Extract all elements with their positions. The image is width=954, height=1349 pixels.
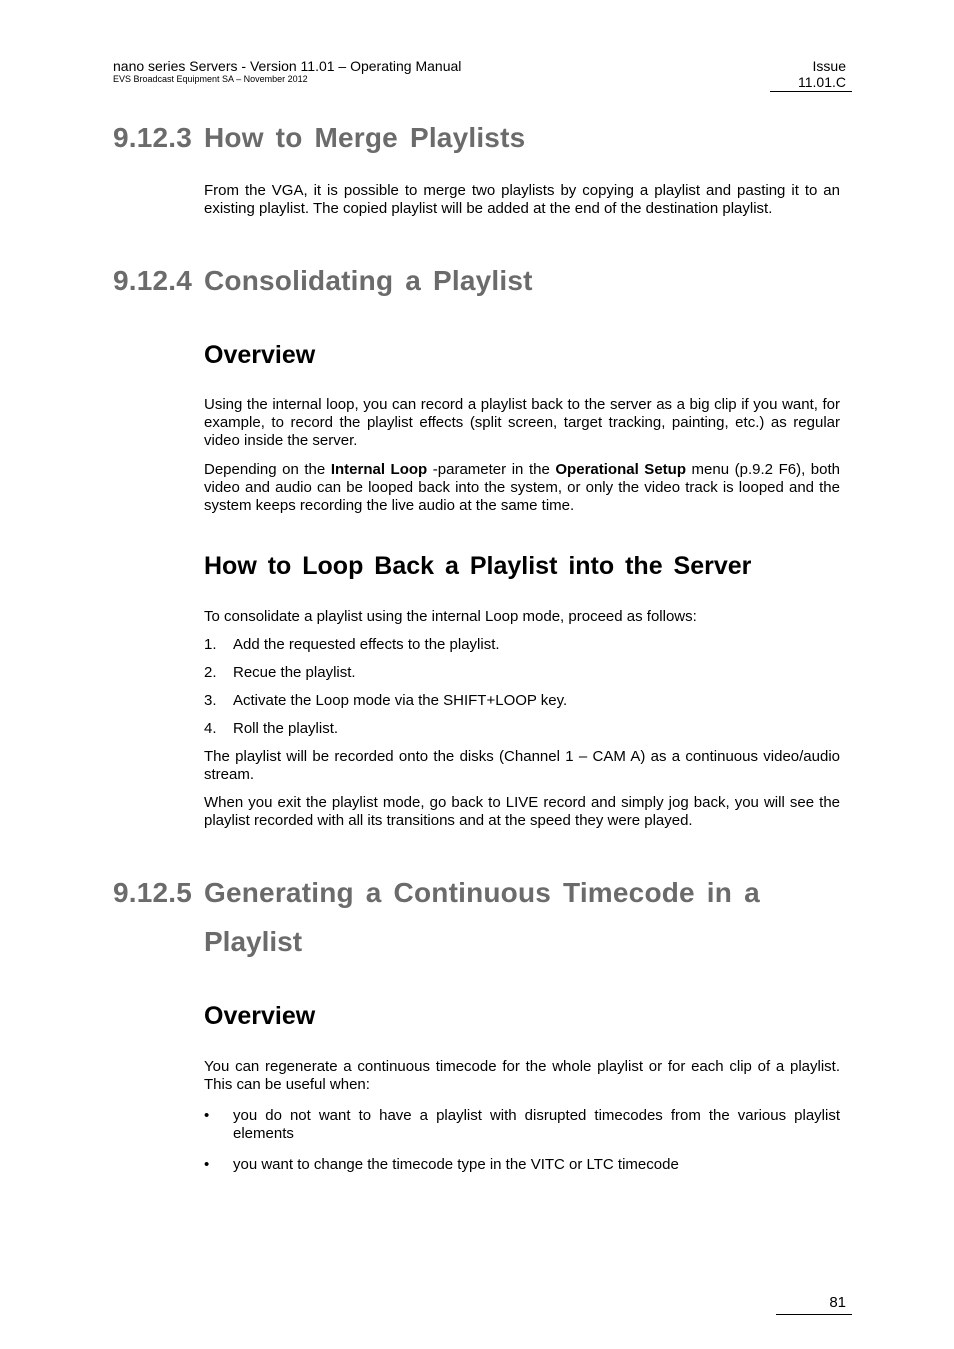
text-run: -parameter in the — [427, 461, 556, 478]
operational-setup-term: Operational Setup — [555, 461, 686, 478]
section-heading-merge — [113, 114, 525, 162]
list-text: Roll the playlist. — [233, 720, 339, 737]
section-number: 9.12.5 — [113, 877, 193, 908]
header-subtitle: EVS Broadcast Equipment SA – November 2012 — [113, 74, 308, 84]
list-number: 2. — [204, 664, 217, 681]
section-title: Consolidating a Playlist — [204, 265, 533, 296]
list-text: Recue the playlist. — [233, 664, 356, 681]
header-title: nano series Servers - Version 11.01 – Operating Manual — [113, 58, 462, 74]
bullet-icon: • — [204, 1156, 210, 1173]
text-run: menu (p.9.2 F6), both video and audio can be looped back into the system, or only the video track is looped and the system keeps recording the live audio at the same time. — [204, 461, 841, 514]
result-paragraph-1: The playlist will be recorded onto the disks (Channel 1 – CAM A) as a continuous video/audio stream. — [204, 748, 840, 783]
footer-rule — [776, 1314, 852, 1315]
list-text: Add the requested effects to the playlist. — [233, 636, 500, 653]
overview-paragraph-1: Using the internal loop, you can record a playlist back to the server as a big clip if you want, for example, to record the playlist effects (split screen, target tracking, painting, etc.) as regular video inside the server. — [204, 396, 840, 449]
section-title-line-1: Generating a Continuous Timecode in a — [204, 877, 760, 908]
bullet-text: you want to change the timecode type in the VITC or LTC timecode — [233, 1156, 679, 1173]
section-title-line-2: Playlist — [204, 926, 303, 957]
internal-loop-term: Internal Loop — [330, 461, 428, 478]
header-rule — [770, 91, 852, 92]
section-number: 9.12.3 — [113, 122, 193, 153]
list-number: 3. — [204, 692, 217, 709]
list-text: Activate the Loop mode via the SHIFT+LOOP key. — [233, 692, 568, 709]
header-issue-number: 11.01.C — [798, 74, 846, 90]
loop-intro: To consolidate a playlist using the internal Loop mode, proceed as follows: — [204, 608, 697, 625]
text-run: Depending on the — [204, 461, 331, 478]
bullet-icon: • — [204, 1107, 210, 1124]
loop-back-heading: How to Loop Back a Playlist into the Server — [204, 552, 752, 580]
bullet-text: you do not want to have a playlist with disrupted timecodes from the various playlist elements — [233, 1107, 840, 1142]
page-number: 81 — [829, 1294, 846, 1311]
overview-paragraph-2 — [204, 461, 840, 515]
overview-heading: Overview — [204, 341, 316, 369]
header-issue-label: Issue — [812, 58, 846, 74]
overview-heading: Overview — [204, 1002, 316, 1030]
section-title: How to Merge Playlists — [204, 122, 526, 153]
merge-paragraph: From the VGA, it is possible to merge two playlists by copying a playlist and pasting it to an existing playlist. The copied playlist will be added at the end of the destination playlist. — [204, 182, 840, 217]
section-heading-consolidate — [113, 257, 533, 305]
timecode-overview-paragraph: You can regenerate a continuous timecode for the whole playlist or for each clip of a playlist. This can be useful when: — [204, 1058, 840, 1093]
list-number: 1. — [204, 636, 217, 653]
section-number: 9.12.4 — [113, 265, 193, 296]
result-paragraph-2: When you exit the playlist mode, go back to LIVE record and simply jog back, you will see the playlist recorded with all its transitions and at the speed they were played. — [204, 794, 840, 829]
section-heading-timecode — [113, 869, 760, 917]
list-number: 4. — [204, 720, 217, 737]
